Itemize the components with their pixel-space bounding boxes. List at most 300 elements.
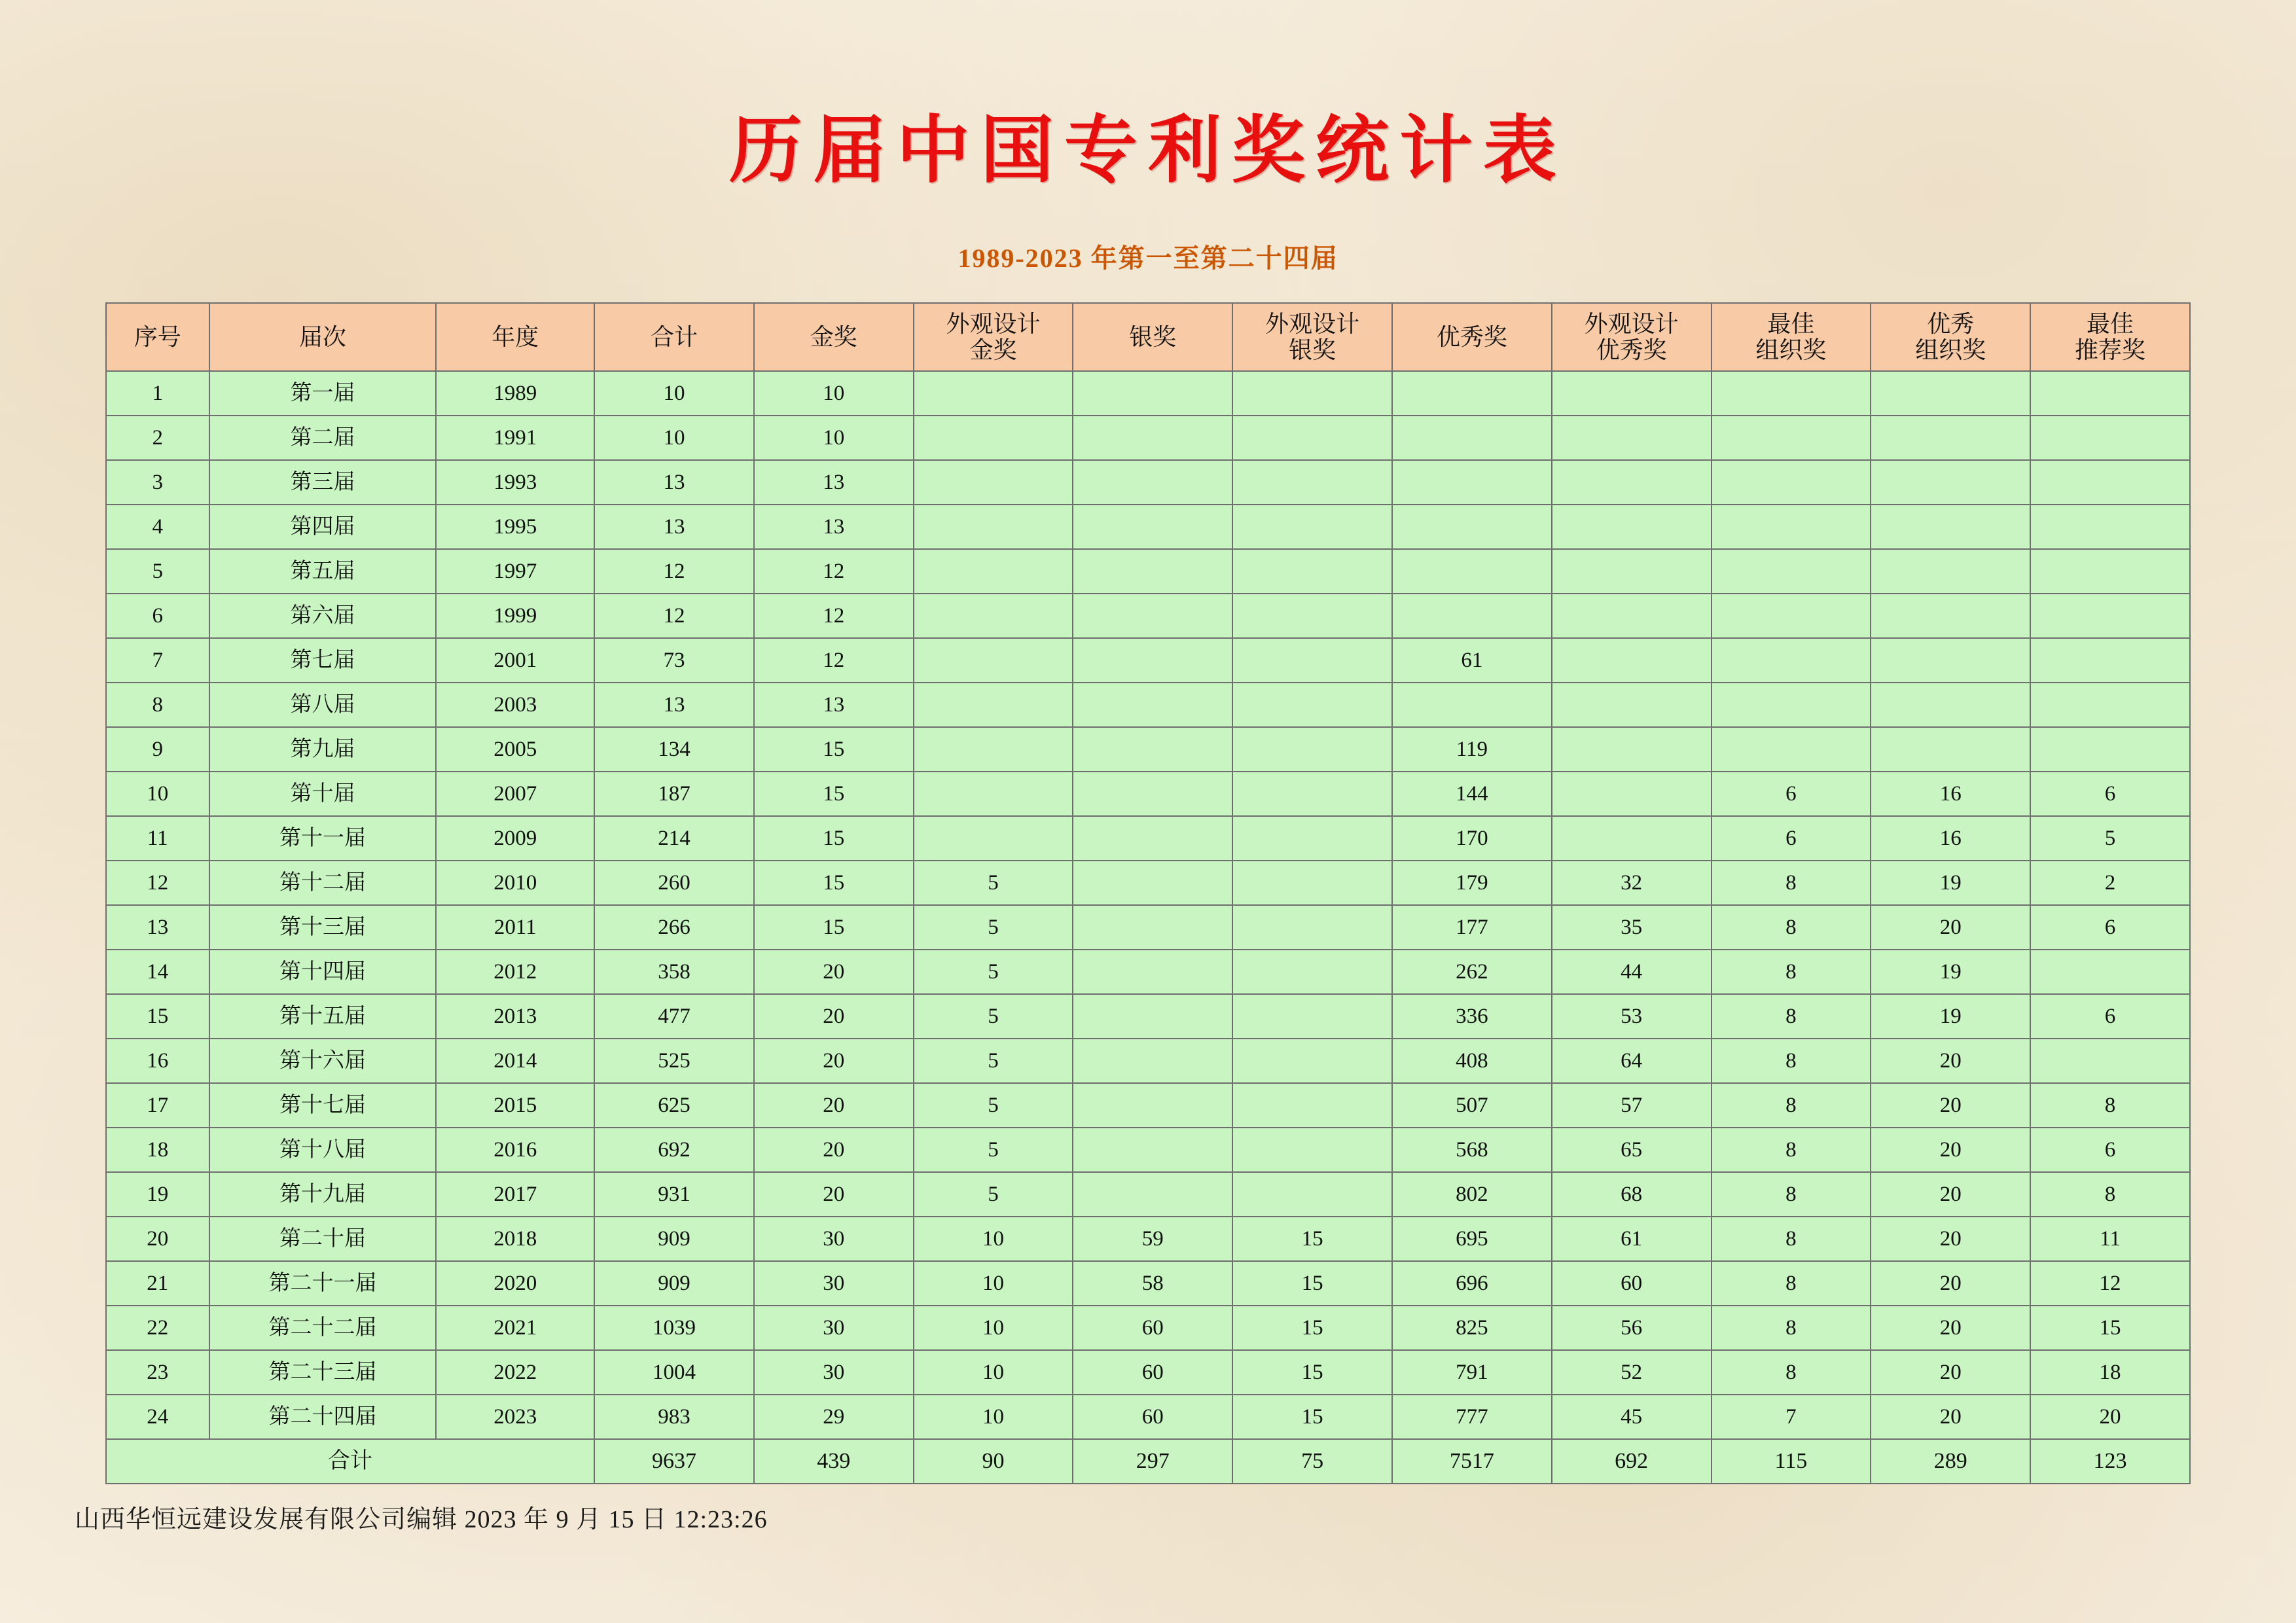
- table-cell: [1073, 1128, 1232, 1172]
- column-header-line1: 金奖: [810, 323, 857, 350]
- table-cell: 8: [1712, 905, 1871, 950]
- table-cell: 20: [754, 994, 914, 1039]
- table-cell: 12: [754, 549, 914, 594]
- column-header-line1: 最佳: [1767, 310, 1815, 337]
- table-cell: 5: [914, 950, 1073, 994]
- column-header-line2: 银奖: [1289, 337, 1336, 363]
- table-cell: [1871, 460, 2030, 505]
- table-cell: 8: [1712, 1217, 1871, 1261]
- table-cell: 5: [914, 861, 1073, 905]
- table-row: [106, 1172, 2190, 1217]
- table-cell: 8: [1712, 1172, 1871, 1217]
- table-cell: 2010: [436, 861, 594, 905]
- table-cell: 第十届: [209, 772, 437, 816]
- table-cell: 6: [2030, 1128, 2190, 1172]
- table-cell: 第四届: [209, 505, 437, 549]
- table-row: [106, 1039, 2190, 1083]
- table-cell: [1232, 549, 1392, 594]
- table-cell: 10: [914, 1217, 1073, 1261]
- table-cell: [914, 549, 1073, 594]
- table-cell: 2023: [436, 1395, 594, 1439]
- table-cell: 20: [2030, 1395, 2190, 1439]
- table-cell: 10: [914, 1306, 1073, 1350]
- table-cell: [914, 683, 1073, 727]
- table-cell: 5: [2030, 816, 2190, 861]
- table-cell: [1232, 683, 1392, 727]
- table-cell: [1712, 505, 1871, 549]
- table-cell: 19: [1871, 994, 2030, 1039]
- column-header-line1: 外观设计: [946, 310, 1041, 337]
- table-cell: 13: [106, 905, 209, 950]
- table-cell: [1392, 549, 1552, 594]
- table-cell: [1073, 772, 1232, 816]
- table-cell: 第六届: [209, 594, 437, 638]
- table-cell: 第三届: [209, 460, 437, 505]
- column-header-line2: 优秀奖: [1596, 337, 1667, 363]
- table-cell: [1073, 371, 1232, 416]
- table-cell: 15: [754, 816, 914, 861]
- table-cell: [1712, 594, 1871, 638]
- table-cell: 1004: [594, 1350, 754, 1395]
- table-cell: 第二十一届: [209, 1261, 437, 1306]
- table-cell: [1392, 683, 1552, 727]
- table-cell: [1552, 727, 1712, 772]
- table-cell: [1871, 371, 2030, 416]
- table-cell: 187: [594, 772, 754, 816]
- table-row: [106, 727, 2190, 772]
- table-cell: 10: [914, 1350, 1073, 1395]
- table-cell: [1552, 772, 1712, 816]
- table-cell: [1232, 1172, 1392, 1217]
- table-cell: [1232, 861, 1392, 905]
- table-row: [106, 1217, 2190, 1261]
- table-row: [106, 1395, 2190, 1439]
- table-cell: 45: [1552, 1395, 1712, 1439]
- table-row: [106, 460, 2190, 505]
- table-cell: 60: [1552, 1261, 1712, 1306]
- table-cell: 10: [914, 1395, 1073, 1439]
- table-cell: 2020: [436, 1261, 594, 1306]
- table-body: [106, 371, 2190, 1484]
- table-cell: 12: [2030, 1261, 2190, 1306]
- table-cell: 第十八届: [209, 1128, 437, 1172]
- table-cell: 5: [914, 1083, 1073, 1128]
- table-cell: [2030, 594, 2190, 638]
- table-cell: [1552, 594, 1712, 638]
- table-cell: 20: [1871, 1217, 2030, 1261]
- table-cell: 1999: [436, 594, 594, 638]
- table-cell: [2030, 416, 2190, 460]
- table-cell: 30: [754, 1217, 914, 1261]
- table-cell: 6: [2030, 905, 2190, 950]
- table-row: [106, 816, 2190, 861]
- table-cell: 19: [106, 1172, 209, 1217]
- table-cell: [1871, 505, 2030, 549]
- column-header-13: [2030, 303, 2190, 371]
- table-cell: 358: [594, 950, 754, 994]
- table-cell: 24: [106, 1395, 209, 1439]
- table-row: [106, 549, 2190, 594]
- table-cell: 30: [754, 1261, 914, 1306]
- table-cell: 60: [1073, 1306, 1232, 1350]
- table-cell: 16: [1871, 816, 2030, 861]
- table-cell: 15: [1232, 1395, 1392, 1439]
- column-header-8: [1232, 303, 1392, 371]
- table-cell: 525: [594, 1039, 754, 1083]
- table-cell: 6: [2030, 772, 2190, 816]
- table-cell: 64: [1552, 1039, 1712, 1083]
- table-cell: 802: [1392, 1172, 1552, 1217]
- column-header-2: [209, 303, 437, 371]
- table-cell: 931: [594, 1172, 754, 1217]
- column-header-11: [1712, 303, 1871, 371]
- table-cell: 10: [754, 416, 914, 460]
- table-cell: 20: [1871, 1172, 2030, 1217]
- table-cell: [1552, 683, 1712, 727]
- table-cell: 第二十四届: [209, 1395, 437, 1439]
- total-cell: 90: [914, 1439, 1073, 1484]
- table-cell: 8: [1712, 1083, 1871, 1128]
- table-cell: 10: [106, 772, 209, 816]
- table-cell: [2030, 950, 2190, 994]
- table-row: [106, 861, 2190, 905]
- table-cell: 第十七届: [209, 1083, 437, 1128]
- table-cell: 10: [594, 371, 754, 416]
- table-cell: 第二十二届: [209, 1306, 437, 1350]
- table-cell: 791: [1392, 1350, 1552, 1395]
- table-cell: 2018: [436, 1217, 594, 1261]
- table-cell: 134: [594, 727, 754, 772]
- table-cell: [1552, 371, 1712, 416]
- table-cell: [1232, 905, 1392, 950]
- table-cell: [914, 816, 1073, 861]
- table-cell: 177: [1392, 905, 1552, 950]
- table-cell: 15: [2030, 1306, 2190, 1350]
- table-cell: 2014: [436, 1039, 594, 1083]
- table-cell: [2030, 460, 2190, 505]
- table-cell: 20: [1871, 1261, 2030, 1306]
- table-cell: [1232, 816, 1392, 861]
- table-cell: 119: [1392, 727, 1552, 772]
- table-cell: [914, 772, 1073, 816]
- table-cell: 第二届: [209, 416, 437, 460]
- table-cell: 20: [754, 1083, 914, 1128]
- table-cell: 13: [594, 460, 754, 505]
- table-cell: 23: [106, 1350, 209, 1395]
- total-cell: 7517: [1392, 1439, 1552, 1484]
- table-cell: 2009: [436, 816, 594, 861]
- table-cell: 825: [1392, 1306, 1552, 1350]
- table-row: [106, 772, 2190, 816]
- table-cell: [1392, 594, 1552, 638]
- table-cell: 214: [594, 816, 754, 861]
- table-row: [106, 594, 2190, 638]
- table-cell: 20: [754, 950, 914, 994]
- table-cell: 第十三届: [209, 905, 437, 950]
- table-cell: [1392, 505, 1552, 549]
- table-cell: [1232, 371, 1392, 416]
- table-cell: [1871, 683, 2030, 727]
- table-cell: 58: [1073, 1261, 1232, 1306]
- table-cell: [1232, 505, 1392, 549]
- table-cell: 179: [1392, 861, 1552, 905]
- table-cell: 8: [1712, 1350, 1871, 1395]
- table-cell: 507: [1392, 1083, 1552, 1128]
- table-cell: 8: [2030, 1172, 2190, 1217]
- table-cell: 4: [106, 505, 209, 549]
- table-cell: 13: [754, 683, 914, 727]
- table-cell: 15: [1232, 1261, 1392, 1306]
- table-cell: [2030, 505, 2190, 549]
- table-cell: 2007: [436, 772, 594, 816]
- table-row: [106, 505, 2190, 549]
- total-cell: 692: [1552, 1439, 1712, 1484]
- table-cell: 第九届: [209, 727, 437, 772]
- table-cell: 18: [2030, 1350, 2190, 1395]
- table-row: [106, 1350, 2190, 1395]
- table-cell: 5: [914, 994, 1073, 1039]
- table-cell: 7: [106, 638, 209, 683]
- table-cell: [1552, 549, 1712, 594]
- table-cell: 6: [106, 594, 209, 638]
- table-cell: 13: [594, 683, 754, 727]
- table-cell: 262: [1392, 950, 1552, 994]
- table-cell: 20: [754, 1039, 914, 1083]
- table-cell: 18: [106, 1128, 209, 1172]
- table-cell: 2015: [436, 1083, 594, 1128]
- table-cell: 777: [1392, 1395, 1552, 1439]
- table-cell: 61: [1392, 638, 1552, 683]
- table-total-row: [106, 1439, 2190, 1484]
- table-cell: 68: [1552, 1172, 1712, 1217]
- table-row: [106, 1306, 2190, 1350]
- table-cell: 8: [106, 683, 209, 727]
- table-cell: 2011: [436, 905, 594, 950]
- table-cell: [1712, 549, 1871, 594]
- table-cell: 第五届: [209, 549, 437, 594]
- table-cell: [1871, 416, 2030, 460]
- table-cell: [1552, 416, 1712, 460]
- table-cell: [1712, 638, 1871, 683]
- table-cell: [1552, 505, 1712, 549]
- column-header-line2: 金奖: [969, 337, 1017, 363]
- table-cell: 第十一届: [209, 816, 437, 861]
- table-cell: 11: [2030, 1217, 2190, 1261]
- table-cell: 20: [1871, 1350, 2030, 1395]
- table-cell: 6: [1712, 772, 1871, 816]
- table-cell: [914, 638, 1073, 683]
- table-cell: 1: [106, 371, 209, 416]
- column-header-line1: 外观设计: [1265, 310, 1360, 337]
- table-cell: 6: [1712, 816, 1871, 861]
- table-row: [106, 994, 2190, 1039]
- footer-note: 山西华恒远建设发展有限公司编辑 2023 年 9 月 15 日 12:23:26: [75, 1506, 768, 1533]
- table-cell: 260: [594, 861, 754, 905]
- column-header-line1: 银奖: [1129, 323, 1177, 350]
- table-cell: 2001: [436, 638, 594, 683]
- table-cell: 17: [106, 1083, 209, 1128]
- table-cell: 8: [1712, 861, 1871, 905]
- table-cell: 第二十届: [209, 1217, 437, 1261]
- table-cell: [1073, 950, 1232, 994]
- table-cell: 20: [754, 1128, 914, 1172]
- column-header-line2: 推荐奖: [2075, 337, 2146, 363]
- column-header-1: [106, 303, 209, 371]
- column-header-line1: 序号: [134, 323, 181, 350]
- column-header-line2: 组织奖: [1915, 337, 1986, 363]
- table-cell: 8: [1712, 950, 1871, 994]
- table-cell: [1232, 1039, 1392, 1083]
- table-cell: 第一届: [209, 371, 437, 416]
- column-header-line1: 合计: [650, 323, 698, 350]
- column-header-5: [754, 303, 914, 371]
- table-cell: [1073, 460, 1232, 505]
- table-cell: 16: [106, 1039, 209, 1083]
- table-cell: 696: [1392, 1261, 1552, 1306]
- table-cell: [2030, 727, 2190, 772]
- table-cell: 5: [914, 1128, 1073, 1172]
- table-cell: [1073, 905, 1232, 950]
- table-cell: 5: [914, 905, 1073, 950]
- table-cell: [1073, 727, 1232, 772]
- table-cell: 20: [106, 1217, 209, 1261]
- table-cell: 408: [1392, 1039, 1552, 1083]
- table-cell: 21: [106, 1261, 209, 1306]
- table-cell: 2021: [436, 1306, 594, 1350]
- table-cell: 15: [754, 772, 914, 816]
- table-cell: 第十四届: [209, 950, 437, 994]
- table-cell: [2030, 371, 2190, 416]
- table-cell: [1712, 371, 1871, 416]
- table-cell: [1712, 683, 1871, 727]
- table-cell: 35: [1552, 905, 1712, 950]
- table-cell: [914, 460, 1073, 505]
- table-cell: 12: [594, 594, 754, 638]
- table-cell: 13: [754, 505, 914, 549]
- table-cell: 22: [106, 1306, 209, 1350]
- table-cell: [1392, 460, 1552, 505]
- table-cell: 52: [1552, 1350, 1712, 1395]
- patent-award-statistics-table: [105, 302, 2191, 1484]
- table-cell: [1232, 638, 1392, 683]
- table-row: [106, 1128, 2190, 1172]
- table-cell: 第七届: [209, 638, 437, 683]
- column-header-7: [1073, 303, 1232, 371]
- table-cell: 61: [1552, 1217, 1712, 1261]
- table-cell: 20: [1871, 1083, 2030, 1128]
- total-cell: 123: [2030, 1439, 2190, 1484]
- table-cell: 65: [1552, 1128, 1712, 1172]
- table-cell: 第十六届: [209, 1039, 437, 1083]
- total-label: 合计: [106, 1439, 594, 1484]
- table-cell: 10: [754, 371, 914, 416]
- table-header: [106, 303, 2190, 371]
- table-cell: [1552, 816, 1712, 861]
- table-cell: 625: [594, 1083, 754, 1128]
- table-cell: 29: [754, 1395, 914, 1439]
- table-cell: [914, 416, 1073, 460]
- table-cell: 第十二届: [209, 861, 437, 905]
- table-cell: 1989: [436, 371, 594, 416]
- table-cell: [1712, 416, 1871, 460]
- table-cell: [2030, 1039, 2190, 1083]
- table-cell: 12: [754, 638, 914, 683]
- table-row: [106, 950, 2190, 994]
- table-cell: 30: [754, 1306, 914, 1350]
- table-cell: [1232, 994, 1392, 1039]
- table-cell: 15: [754, 727, 914, 772]
- table-cell: 11: [106, 816, 209, 861]
- column-header-line2: 组织奖: [1755, 337, 1827, 363]
- table-cell: [1073, 816, 1232, 861]
- table-cell: [1712, 727, 1871, 772]
- total-cell: 9637: [594, 1439, 754, 1484]
- table-cell: 6: [2030, 994, 2190, 1039]
- table-cell: 59: [1073, 1217, 1232, 1261]
- table-cell: 568: [1392, 1128, 1552, 1172]
- table-row: [106, 1261, 2190, 1306]
- table-cell: [1073, 505, 1232, 549]
- table-cell: 16: [1871, 772, 2030, 816]
- table-cell: 8: [1712, 1128, 1871, 1172]
- table-row: [106, 416, 2190, 460]
- table-cell: [1073, 1172, 1232, 1217]
- table-cell: 32: [1552, 861, 1712, 905]
- table-cell: 266: [594, 905, 754, 950]
- table-cell: 1993: [436, 460, 594, 505]
- table-cell: 44: [1552, 950, 1712, 994]
- table-cell: [1073, 416, 1232, 460]
- table-cell: 2022: [436, 1350, 594, 1395]
- table-cell: 60: [1073, 1395, 1232, 1439]
- table-cell: 20: [1871, 905, 2030, 950]
- table-cell: 2003: [436, 683, 594, 727]
- column-header-line1: 优秀: [1927, 310, 1975, 337]
- table-cell: 3: [106, 460, 209, 505]
- table-cell: [1073, 1039, 1232, 1083]
- table-row: [106, 1083, 2190, 1128]
- table-cell: 5: [106, 549, 209, 594]
- column-header-10: [1552, 303, 1712, 371]
- table-cell: 909: [594, 1217, 754, 1261]
- column-header-line1: 外观设计: [1584, 310, 1679, 337]
- table-cell: [1073, 861, 1232, 905]
- table-cell: 15: [106, 994, 209, 1039]
- column-header-line1: 届次: [298, 323, 346, 350]
- table-cell: 20: [1871, 1306, 2030, 1350]
- table-cell: 2005: [436, 727, 594, 772]
- table-cell: 692: [594, 1128, 754, 1172]
- column-header-3: [436, 303, 594, 371]
- table-cell: 12: [594, 549, 754, 594]
- table-cell: [1073, 1083, 1232, 1128]
- table-cell: 20: [754, 1172, 914, 1217]
- table-header-row: [106, 303, 2190, 371]
- table-cell: 14: [106, 950, 209, 994]
- table-cell: 8: [1712, 1261, 1871, 1306]
- table-cell: [1073, 683, 1232, 727]
- table-cell: 15: [1232, 1350, 1392, 1395]
- table-cell: 695: [1392, 1217, 1552, 1261]
- table-cell: [1073, 549, 1232, 594]
- column-header-line1: 年度: [492, 323, 539, 350]
- column-header-line1: 优秀奖: [1436, 323, 1507, 350]
- table-cell: 8: [1712, 1306, 1871, 1350]
- total-cell: 297: [1073, 1439, 1232, 1484]
- total-cell: 439: [754, 1439, 914, 1484]
- table-cell: [914, 594, 1073, 638]
- table-cell: 1991: [436, 416, 594, 460]
